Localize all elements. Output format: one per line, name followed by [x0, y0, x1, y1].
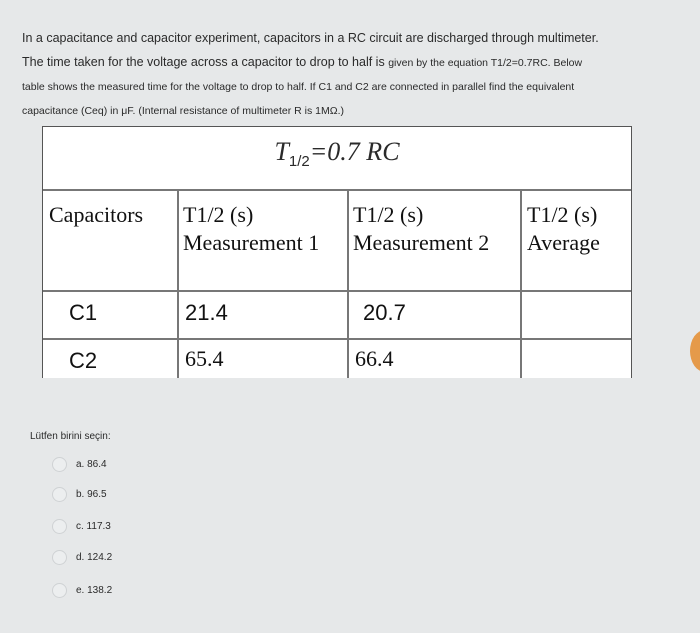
radio-button[interactable]: [52, 487, 67, 502]
question-line: The time taken for the voltage across a capacitor to drop to half is given by the equation T1/2=0.7RC. Below: [22, 55, 583, 69]
row-label-c1: C1: [69, 300, 98, 325]
radio-button[interactable]: [52, 519, 67, 534]
option-d[interactable]: [52, 550, 112, 565]
c1-measurement-2: 20.7: [363, 300, 406, 325]
data-table: [42, 126, 632, 378]
choice-prompt: Lütfen birini seçin:: [30, 431, 111, 442]
option-label: b. 96.5: [76, 489, 107, 500]
question-line: capacitance (Ceq) in μF. (Internal resistance of multimeter R is 1MΩ.): [22, 105, 345, 117]
question-text: [22, 26, 662, 123]
radio-button[interactable]: [52, 583, 67, 598]
c1-measurement-1: 21.4: [185, 300, 228, 325]
option-label: e. 138.2: [76, 585, 113, 596]
header-capacitors: Capacitors: [49, 202, 144, 227]
radio-button[interactable]: [52, 457, 67, 472]
option-e[interactable]: [52, 583, 112, 598]
c2-measurement-1: 65.4: [185, 346, 224, 371]
header-average: T1/2 (s) Average: [527, 202, 600, 255]
option-c[interactable]: [52, 519, 111, 534]
question-line: table shows the measured time for the voltage to drop to half. If C1 and C2 are connected in parallel find the equivalent: [22, 81, 575, 93]
radio-button[interactable]: [52, 550, 67, 565]
header-measurement-2: T1/2 (s) Measurement 2: [353, 202, 490, 255]
row-label-c2: C2: [69, 348, 98, 373]
option-b[interactable]: [52, 487, 107, 502]
orange-edge-decoration: [690, 330, 700, 372]
question-line: In a capacitance and capacitor experiment, capacitors in a RC circuit are discharged through multimeter.: [22, 31, 599, 45]
option-label: d. 124.2: [76, 552, 113, 563]
option-a[interactable]: [52, 457, 107, 472]
c2-measurement-2: 66.4: [355, 346, 394, 371]
option-label: c. 117.3: [76, 521, 111, 532]
option-label: a. 86.4: [76, 459, 107, 470]
header-measurement-1: T1/2 (s) Measurement 1: [183, 202, 320, 255]
table-title: $T_{1/2}=0.7$ RC: [274, 137, 400, 171]
